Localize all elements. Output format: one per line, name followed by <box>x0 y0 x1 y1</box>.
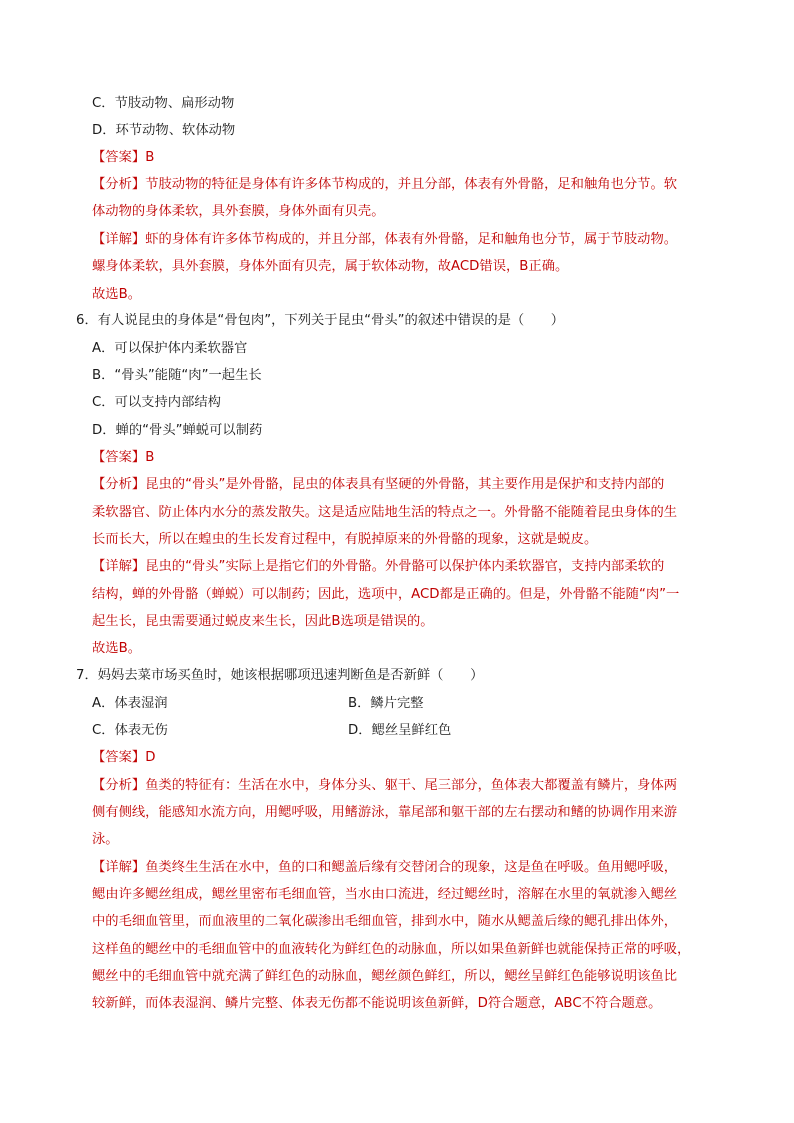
analysis-tag: 【分析】 <box>92 177 146 192</box>
q6-detail-line-2: 结构，蝉的外骨骼（蝉蜕）可以制药；因此，选项中，ACD都是正确的。但是，外骨骼不能随“肉”一 <box>92 587 680 602</box>
q6-detail-line-1 <box>92 557 664 577</box>
q7-answer <box>92 748 155 768</box>
answer-value: D <box>145 750 156 765</box>
analysis-text: 鱼类的特征有：生活在水中，身体分头、躯干、尾三部分，鱼体表大都覆盖有鳞片，身体两 <box>145 778 678 793</box>
q7-detail-line-4: 这样鱼的鳃丝中的毛细血管中的血液转化为鲜红色的动脉血，所以如果鱼新鲜也就能保持正常的呼吸， <box>92 942 691 957</box>
q6-option-b: B．“骨头”能随“肉”一起生长 <box>92 368 262 383</box>
answer-value: B <box>145 450 155 465</box>
q7-detail-line-5: 鳃丝中的毛细血管中就充满了鲜红色的动脉血，鳃丝颜色鲜红，所以，鳃丝呈鲜红色能够说明该鱼比 <box>92 969 678 984</box>
q5-detail-line-1 <box>92 230 677 250</box>
q7-analysis-line-3: 泳。 <box>92 832 119 847</box>
q5-analysis-line-1 <box>92 175 677 195</box>
q5-analysis-line-2: 体动物的身体柔软，具外套膜，身体外面有贝壳。 <box>92 204 385 219</box>
q5-detail-line-2: 螺身体柔软，具外套膜，身体外面有贝壳，属于软体动物，故ACD错误，B正确。 <box>92 259 569 274</box>
q5-answer <box>92 148 154 168</box>
q6-option-a: A．可以保护体内柔软器官 <box>92 341 248 356</box>
analysis-tag: 【分析】 <box>92 778 146 793</box>
answer-tag: 【答案】 <box>92 150 146 165</box>
q5-option-c: C．节肢动物、扁形动物 <box>92 96 235 111</box>
answer-value: B <box>145 150 155 165</box>
detail-text: 鱼类终生生活在水中，鱼的口和鳃盖后缘有交替闭合的现象，这是鱼在呼吸。鱼用鳃呼吸， <box>145 860 678 875</box>
q7-detail-line-3: 中的毛细血管里，而血液里的二氧化碳渗出毛细血管，排到水中，随水从鳃盖后缘的鳃孔排出体外， <box>92 914 678 929</box>
q6-option-d: D．蝉的“骨头”蝉蜕可以制药 <box>92 423 263 438</box>
detail-text: 虾的身体有许多体节构成的，并且分部，体表有外骨骼，足和触角也分节，属于节肢动物。 <box>145 232 678 247</box>
q5-option-d: D．环节动物、软体动物 <box>92 123 236 138</box>
q6-question: 6．有人说昆虫的身体是“骨包肉”，下列关于昆虫“骨头”的叙述中错误的是（ ） <box>76 313 565 328</box>
q6-analysis-line-2: 柔软器官、防止体内水分的蒸发散失。这是适应陆地生活的特点之一。外骨骼不能随着昆虫身体的生 <box>92 505 678 520</box>
q7-analysis-line-2: 侧有侧线，能感知水流方向，用鳃呼吸，用鳍游泳，靠尾部和躯干部的左右摆动和鳍的协调作用来游 <box>92 805 678 820</box>
q7-option-d: D．鳃丝呈鲜红色 <box>348 723 452 738</box>
analysis-text: 节肢动物的特征是身体有许多体节构成的，并且分部，体表有外骨骼，足和触角也分节。软 <box>145 177 678 192</box>
q5-conclusion: 故选B。 <box>92 287 142 302</box>
q6-analysis-line-1 <box>92 475 664 495</box>
q7-option-c: C．体表无伤 <box>92 723 168 738</box>
q7-option-a: A．体表湿润 <box>92 696 168 711</box>
q7-option-b: B．鳞片完整 <box>348 696 424 711</box>
q7-detail-line-6: 较新鲜，而体表湿润、鳞片完整、体表无伤都不能说明该鱼新鲜，D符合题意，ABC不符合题意。 <box>92 996 662 1011</box>
q7-analysis-line-1 <box>92 776 677 796</box>
detail-text: 昆虫的“骨头”实际上是指它们的外骨骼。外骨骼可以保护体内柔软器官，支持内部柔软的 <box>145 559 665 574</box>
analysis-text: 昆虫的“骨头”是外骨骼，昆虫的体表具有坚硬的外骨骼，其主要作用是保护和支持内部的 <box>145 477 665 492</box>
detail-tag: 【详解】 <box>92 232 146 247</box>
analysis-tag: 【分析】 <box>92 477 146 492</box>
detail-tag: 【详解】 <box>92 559 146 574</box>
q7-question: 7．妈妈去菜市场买鱼时，她该根据哪项迅速判断鱼是否新鲜（ ） <box>76 668 484 683</box>
q7-detail-line-1 <box>92 858 677 878</box>
answer-tag: 【答案】 <box>92 450 146 465</box>
q6-detail-line-3: 起生长，昆虫需要通过蜕皮来生长，因此B选项是错误的。 <box>92 614 434 629</box>
detail-tag: 【详解】 <box>92 860 146 875</box>
q7-detail-line-2: 鳃由许多鳃丝组成，鳃丝里密布毛细血管，当水由口流进，经过鳃丝时，溶解在水里的氧就渗入鳃丝 <box>92 887 678 902</box>
q6-analysis-line-3: 长而长大，所以在蝗虫的生长发育过程中，有脱掉原来的外骨骼的现象，这就是蜕皮。 <box>92 532 598 547</box>
answer-tag: 【答案】 <box>92 750 146 765</box>
q6-conclusion: 故选B。 <box>92 641 142 656</box>
q6-answer <box>92 448 154 468</box>
q6-option-c: C．可以支持内部结构 <box>92 395 221 410</box>
